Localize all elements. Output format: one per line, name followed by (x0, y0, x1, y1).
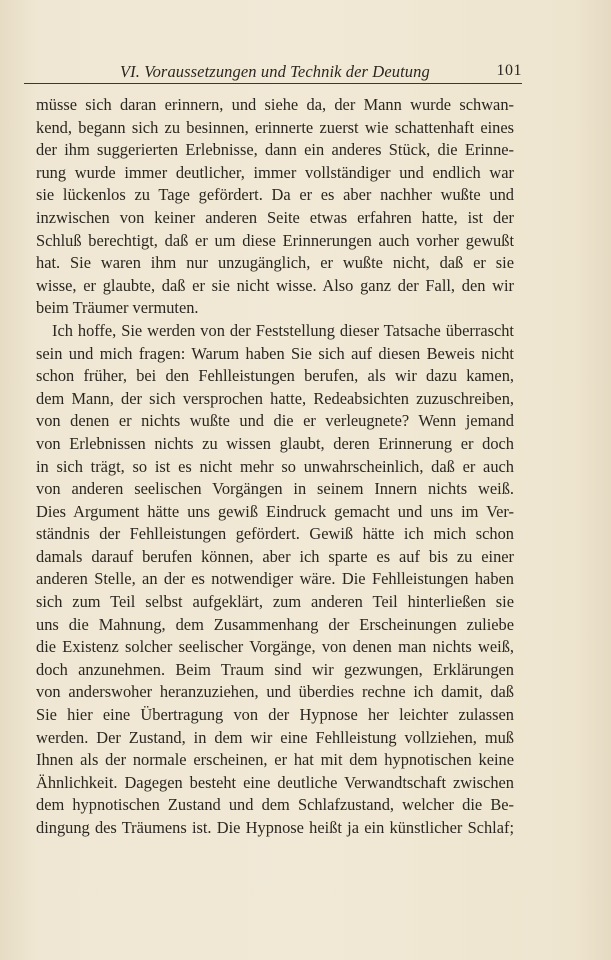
text-line: Ich hoffe, Sie werden von der Feststellung dieser Tatsache überrascht (52, 320, 514, 340)
text-line: dem Mann, der sich versprochen hatte, Redeabsichten zuzuschreiben, (36, 388, 514, 408)
text-line: von anderen seelischen Vorgängen in seinem Innern nichts weiß. (36, 479, 514, 499)
page-header (24, 62, 522, 82)
text-line: Schluß berechtigt, daß er um diese Erinnerungen auch vorher gewußt (36, 230, 514, 250)
text-line: wisse, er glaubte, daß er sie nicht wisse. Also ganz der Fall, den wir (36, 275, 514, 295)
text-line: hat. Sie waren ihm nur unzugänglich, er wußte nicht, daß er sie (36, 253, 514, 273)
text-line: kend, begann sich zu besinnen, erinnerte zuerst wie schattenhaft eines (36, 117, 514, 137)
text-line: schon früher, bei den Fehlleistungen berufen, als wir dazu kamen, (36, 366, 514, 386)
text-line: müsse sich daran erinnern, und siehe da, der Mann wurde schwan- (36, 95, 514, 114)
paragraph-2 (36, 320, 514, 840)
text-line: werden. Der Zustand, in dem wir eine Fehlleistung vollziehen, muß (36, 727, 514, 747)
text-line: sein und mich fragen: Warum haben Sie sich auf diesen Beweis nicht (36, 343, 514, 363)
text-line: uns die Mahnung, dem Zusammenhang der Erscheinungen zuliebe (36, 614, 514, 634)
text-line: sie lückenlos zu Tage gefördert. Da er es aber nachher wußte und (36, 185, 514, 205)
text-line: dem hypnotischen Zustand und dem Schlafzustand, welcher die Be- (36, 795, 514, 815)
text-line: die Existenz solcher seelischer Vorgänge, von denen man nichts weiß, (36, 637, 514, 657)
text-line: sich zum Teil selbst aufgeklärt, zum anderen Teil hinterließen sie (36, 592, 514, 612)
running-title: VI. Voraussetzungen und Technik der Deutung (120, 62, 430, 81)
text-line: von denen er nichts wußte und die er verleugnete? Wenn jemand (36, 411, 514, 431)
text-line: von anderswoher heranzuziehen, und überdies rechne ich damit, daß (36, 682, 514, 702)
text-line: der ihm suggerierten Erlebnisse, dann ein anderes Stück, die Erinne- (36, 140, 514, 160)
text-line: Sie hier eine Übertragung von der Hypnose her leichter zulassen (36, 705, 514, 725)
text-line: beim Träumer vermuten. (36, 298, 199, 318)
text-line: Dies Argument hätte uns gewiß Eindruck gemacht und uns im Ver- (36, 501, 514, 521)
text-line: rung wurde immer deutlicher, immer vollständiger und endlich war (36, 162, 514, 182)
page-number: 101 (496, 62, 522, 79)
text-line: doch anzunehmen. Beim Traum sind wir gezwungen, Erklärungen (36, 659, 514, 679)
text-line: in sich trägt, so ist es nicht mehr so unwahrscheinlich, daß er auch (36, 456, 514, 476)
paragraph-1 (36, 94, 514, 320)
text-line: von Erlebnissen nichts zu wissen glaubt, deren Erinnerung er doch (36, 433, 514, 453)
text-line: anderen Stelle, an der es notwendiger wäre. Die Fehlleistungen haben (36, 569, 514, 589)
text-line: inzwischen von keiner anderen Seite etwas erfahren hatte, ist der (36, 207, 514, 227)
header-rule (24, 83, 522, 84)
text-line: Ihnen als der normale erscheinen, er hat mit dem hypnotischen keine (36, 750, 514, 770)
body-text (36, 94, 514, 840)
text-line: damals darauf berufen können, aber ich sparte es auf bis zu einer (36, 546, 514, 566)
text-line: Ähnlichkeit. Dagegen besteht eine deutliche Verwandtschaft zwischen (36, 772, 514, 792)
text-line: ständnis der Fehlleistungen gefördert. Gewiß hätte ich mich schon (36, 524, 514, 544)
text-line: dingung des Träumens ist. Die Hypnose heißt ja ein künstlicher Schlaf; (36, 818, 514, 837)
